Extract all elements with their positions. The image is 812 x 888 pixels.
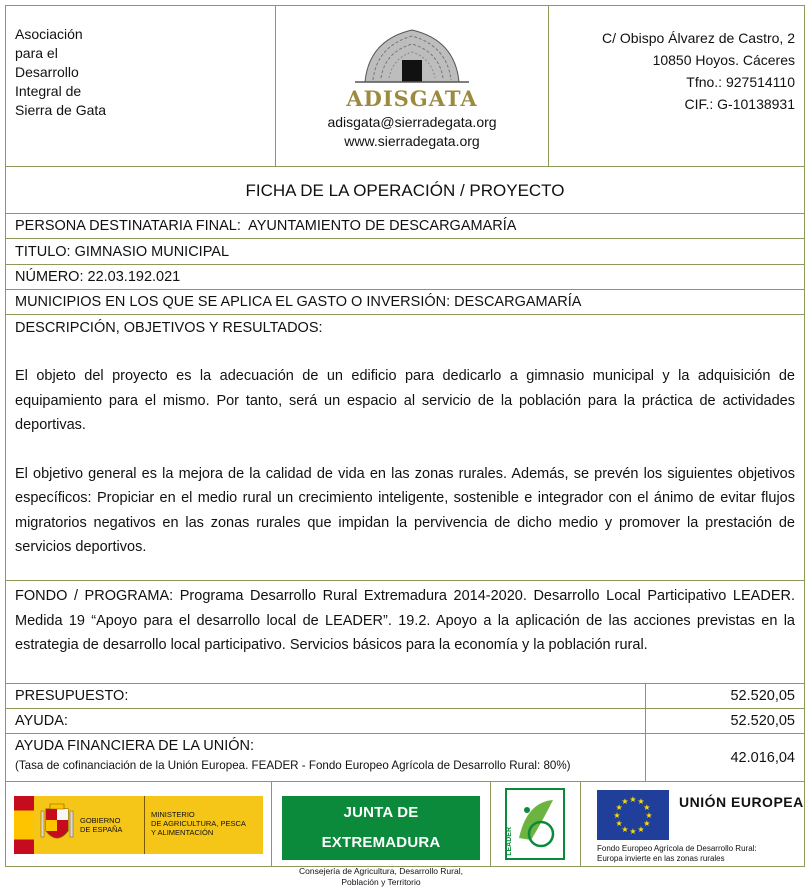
org-logo-block	[276, 6, 549, 166]
org-line: Asociación	[15, 26, 83, 42]
gobierno-text	[80, 796, 145, 854]
ayuda-row	[6, 709, 804, 734]
address-line: Tfno.: 927514110	[686, 74, 795, 90]
beneficiary-text: PERSONA DESTINATARIA FINAL: AYUNTAMIENTO DE DESCARGAMARÍA	[15, 218, 517, 234]
ayuda-ue-value: 42.016,04	[730, 750, 795, 766]
numero-text: NÚMERO: 22.03.192.021	[15, 269, 181, 285]
page-title: FICHA DE LA OPERACIÓN / PROYECTO	[245, 181, 565, 200]
org-line: Integral de	[15, 83, 82, 99]
ayuda-ue-label-cell	[6, 734, 646, 781]
eu-star-icon: ★	[645, 811, 653, 820]
titulo-row	[6, 239, 804, 265]
eu-star-icon: ★	[629, 827, 637, 836]
eu-star-icon: ★	[629, 795, 637, 804]
ayuda-ue-note: (Tasa de cofinanciación de la Unión Europea. FEADER - Fondo Europeo Agrícola de Desarrollo Rural: 80%)	[15, 759, 571, 772]
org-line: Desarrollo	[15, 64, 79, 80]
ministerio-line: DE AGRICULTURA, PESCA	[151, 819, 246, 828]
ficha-document	[5, 5, 805, 887]
description-heading: DESCRIPCIÓN, OBJETIVOS Y RESULTADOS:	[15, 320, 323, 336]
eu-star-icon: ★	[621, 824, 629, 834]
fondo-row	[6, 581, 804, 684]
junta-wordmark: JUNTA DE EXTREMADURA	[282, 796, 480, 860]
description-row	[6, 315, 804, 581]
ue-sub-line: Fondo Europeo Agrícola de Desarrollo Rural:	[597, 844, 757, 853]
consejeria-line: Población y Territorio	[341, 877, 421, 887]
beneficiary-row	[6, 214, 804, 239]
org-website[interactable]: www.sierradegata.org	[344, 133, 480, 149]
ministerio-line: MINISTERIO	[151, 810, 195, 819]
ue-title: UNIÓN EUROPEA	[679, 794, 804, 810]
org-line: para el	[15, 45, 58, 61]
address-line: CIF.: G-10138931	[684, 96, 795, 112]
eu-star-icon: ★	[643, 819, 651, 828]
gobierno-line: DE ESPAÑA	[80, 825, 123, 834]
fondo-text: FONDO / PROGRAMA: Programa Desarrollo Rural Extremadura 2014-2020. Desarrollo Local Participativo LEADER. Medida 19 “Apoyo para el desarrollo local de LEADER”. 19.2. Apoyo a la aplicación de las acciones previstas en la estrategia de desarrollo local participativo. Servicios básicos para la economía y la población rural.	[15, 588, 795, 653]
eu-star-icon: ★	[637, 824, 645, 834]
address-line: C/ Obispo Álvarez de Castro, 2	[602, 30, 795, 46]
org-email[interactable]: adisgata@sierradegata.org	[327, 114, 497, 130]
numero-row	[6, 265, 804, 290]
header-row	[6, 6, 804, 167]
ministerio-line: Y ALIMENTACIÓN	[151, 828, 214, 837]
eu-star-icon: ★	[615, 803, 623, 812]
logo-leader	[491, 782, 581, 866]
municipios-row	[6, 290, 804, 315]
org-logo-name: ADISGATA	[346, 86, 478, 111]
spain-coat-of-arms-icon	[34, 796, 80, 854]
eu-flag-icon	[597, 790, 669, 840]
ayuda-ue-label: AYUDA FINANCIERA DE LA UNIÓN:	[15, 738, 255, 754]
consejeria-line: Consejería de Agricultura, Desarrollo Rural,	[299, 866, 463, 876]
eu-star-icon: ★	[621, 797, 629, 807]
eu-star-icon: ★	[643, 803, 651, 812]
presupuesto-row	[6, 684, 804, 709]
address-line: 10850 Hoyos. Cáceres	[652, 52, 795, 68]
footer-logos-row	[6, 782, 804, 887]
eu-star-icon: ★	[637, 797, 645, 807]
presupuesto-value: 52.520,05	[730, 688, 795, 704]
municipios-text: MUNICIPIOS EN LOS QUE SE APLICA EL GASTO O INVERSIÓN: DESCARGAMARÍA	[15, 294, 582, 310]
ue-sub-line: Europa invierte en las zonas rurales	[597, 854, 725, 863]
logo-gobierno	[6, 782, 272, 866]
title-row	[6, 167, 804, 214]
description-paragraph: El objetivo general es la mejora de la calidad de vida en las zonas rurales. Además, se prevén los siguientes objetivos específicos: Propiciar en el medio rural un crecimiento inteligente, sostenible e integrador con el ánimo de evitar flujos migratorios negativos en las zonas rurales que impidan la pervivencia de dicho medio y promover la prestación de servicios deportivos.	[15, 465, 795, 555]
org-name	[6, 6, 276, 166]
ayuda-label: AYUDA:	[6, 709, 646, 733]
spain-flag-icon	[14, 796, 34, 854]
dolmen-logo-icon	[347, 22, 477, 84]
gobierno-line: GOBIERNO	[80, 816, 121, 825]
org-line: Sierra de Gata	[15, 102, 107, 118]
ayuda-ue-row	[6, 734, 804, 782]
eu-star-icon: ★	[613, 811, 621, 820]
titulo-text: TITULO: GIMNASIO MUNICIPAL	[15, 244, 230, 260]
leader-text: LEADER	[506, 827, 513, 856]
logo-junta	[272, 782, 491, 887]
logo-union-europea	[581, 782, 804, 866]
presupuesto-label: PRESUPUESTO:	[6, 684, 646, 708]
ministerio-text	[145, 796, 263, 854]
eu-star-icon: ★	[615, 819, 623, 828]
leader-logo-icon	[505, 788, 565, 860]
org-address	[549, 6, 804, 166]
description-paragraph: El objeto del proyecto es la adecuación de un edificio para dedicarlo a gimnasio municipal y la adquisición de equipamiento para el mismo. Por tanto, será un espacio al servicio de la población para la práctica de actividades deportivas.	[15, 368, 795, 433]
ayuda-value: 52.520,05	[730, 713, 795, 729]
